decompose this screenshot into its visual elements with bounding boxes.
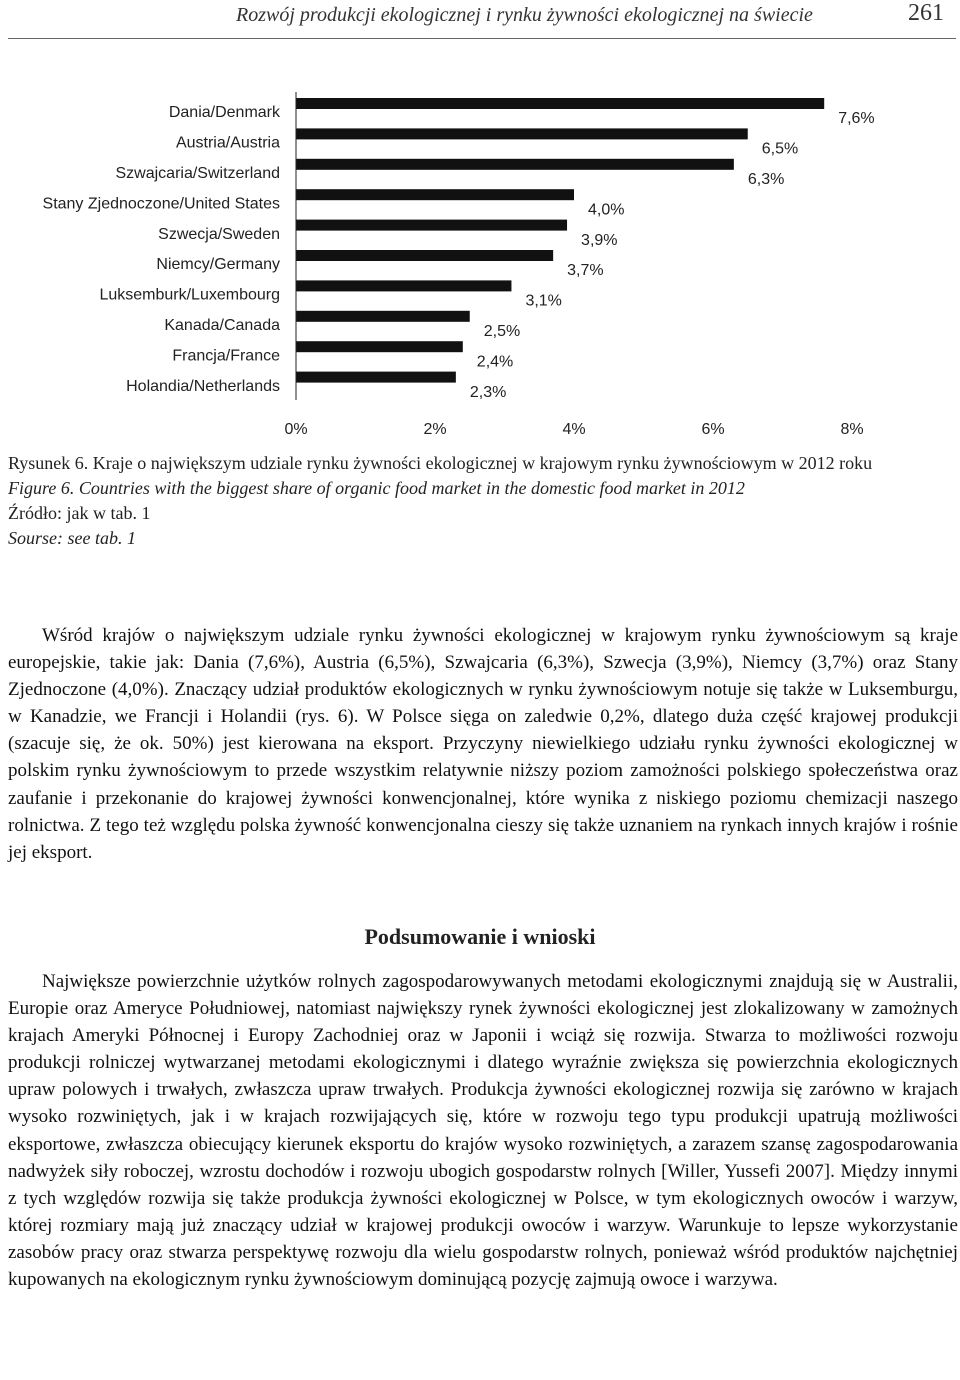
bar bbox=[296, 280, 511, 291]
value-label: 2,3% bbox=[469, 383, 507, 401]
page-number: 261 bbox=[908, 0, 944, 26]
section-heading: Podsumowanie i wnioski bbox=[364, 924, 596, 949]
x-tick-label: 6% bbox=[701, 421, 725, 438]
bar bbox=[296, 372, 456, 383]
bar bbox=[296, 189, 574, 200]
bar bbox=[296, 311, 470, 322]
bar bbox=[296, 128, 748, 139]
category-label: Kanada/Canada bbox=[164, 317, 280, 334]
category-label: Holandia/Netherlands bbox=[126, 377, 280, 395]
value-label: 4,0% bbox=[588, 201, 625, 219]
x-tick-label: 4% bbox=[562, 421, 586, 438]
category-label: Dania/Denmark bbox=[168, 104, 280, 122]
bars bbox=[296, 98, 824, 383]
category-label: Niemcy/Germany bbox=[156, 256, 280, 274]
x-tick-labels bbox=[284, 421, 863, 438]
category-label: Luksemburk/Luxembourg bbox=[99, 286, 280, 304]
header-rule bbox=[8, 38, 956, 39]
figure-caption bbox=[8, 452, 956, 552]
bar bbox=[296, 250, 553, 261]
value-label: 6,5% bbox=[761, 140, 799, 158]
bar bbox=[296, 159, 734, 170]
value-label: 7,6% bbox=[838, 110, 875, 128]
x-tick-label: 2% bbox=[423, 421, 447, 438]
paragraph-1: Wśród krajów o największym udziale rynku żywności ekologicznej w krajowym rynku żywnościowym są kraje europejskie, takie jak: Dania (7,6%), Austria (6,5%), Szwajcaria (6,3%), Szwecja (3,9%), Niemcy (3,7%) oraz Stany Zjednoczone (4,0%). Znaczący udział produktów ekologicznych w rynku żywnościowym notuje się także w Luksemburgu, w Kanadzie, we Francji i Holandii (rys. 6). W Polsce sięga on zaledwie 0,2%, dlatego duża część krajowej produkcji (szacuje się, że ok. 50%) jest kierowana na eksport. Przyczyny niewielkiego udziału rynku żywności ekologicznej w polskim rynku żywnościowym to przede wszystkim relatywnie niższy poziom zamożności polskiego społeczeństwa oraz zaufanie i przekonanie do krajowej żywności konwencjonalnej, które wynika z niskiego poziomu chemizacji naszego rolnictwa. Z tego też względu polska żywność konwencjonalna cieszy się także uznaniem na rynkach innych krajów i rośnie jej eksport. bbox=[8, 625, 958, 863]
category-label: Szwecja/Sweden bbox=[158, 225, 280, 243]
value-label: 3,9% bbox=[581, 231, 618, 249]
value-label: 6,3% bbox=[747, 171, 785, 188]
caption-polish: Rysunek 6. Kraje o największym udziale rynku żywności ekologicznej w krajowym rynku żywnościowym w 2012 roku bbox=[8, 453, 873, 473]
running-title: Rozwój produkcji ekologicznej i rynku żywności ekologicznej na świecie bbox=[236, 4, 813, 26]
category-label: Austria/Austria bbox=[175, 134, 280, 152]
caption-english: Figure 6. Countries with the biggest share of organic food market in the domestic food market in 2012 bbox=[8, 478, 745, 498]
category-label: Francja/France bbox=[172, 347, 280, 365]
x-tick-label: 8% bbox=[840, 421, 864, 438]
bar bbox=[296, 220, 567, 231]
running-header bbox=[0, 0, 960, 40]
category-label: Stany Zjednoczone/United States bbox=[42, 195, 280, 213]
value-label: 3,7% bbox=[567, 262, 604, 280]
category-label: Szwajcaria/Switzerland bbox=[115, 165, 280, 182]
x-tick-label: 0% bbox=[284, 421, 308, 438]
bar bbox=[296, 98, 824, 109]
category-labels bbox=[43, 104, 281, 395]
source-english: Sourse: see tab. 1 bbox=[8, 528, 136, 548]
paragraph-2: Największe powierzchnie użytków rolnych zagospodarowywanych metodami ekologicznymi znajdują się w Australii, Europie oraz Ameryce Południowej, natomiast największy rynek żywności ekologicznej jest zlokalizowany w zamożnych krajach Ameryki Północnej i Europy Zachodniej oraz w Japonii i wciąż się rozwija. Stwarza to możliwości rozwoju produkcji rolniczej wytwarzanej metodami ekologicznymi i dlatego wyraźnie zwiększa się powierzchnia ekologicznych upraw polowych i trwałych, zwłaszcza upraw trwałych. Produkcja żywności ekologicznej rozwija się zarówno w krajach wysoko rozwiniętych, jak i w krajach rozwijających się, które w rozwoju tego typu produkcji upatrują możliwości eksportowe, zwłaszcza obiecujący kierunek eksportu do krajów wysoko rozwiniętych, a zarazem szansę zagospodarowania nadwyżek siły roboczej, wzrostu dochodów i rozwoju ubogich gospodarstw rolnych [Willer, Yussefi 2007]. Między innymi z tych względów rozwija się także produkcja żywności ekologicznej w Polsce, w tym ekologicznych owoców i warzyw, której rozmiary mają już znaczący udział w krajowej produkcji owoców i warzyw. Warunkuje to lepsze wykorzystanie zasobów pracy oraz stwarza perspektywę rozwoju dla wielu gospodarstw rolnych, ponieważ wśród produktów najchętniej kupowanych na ekologicznym rynku żywnościowym dominującą pozycję zajmują owoce i warzywa. bbox=[8, 971, 958, 1291]
bar bbox=[296, 341, 463, 352]
source-polish: Źródło: jak w tab. 1 bbox=[8, 503, 151, 523]
value-label: 2,4% bbox=[476, 353, 514, 371]
value-label: 2,5% bbox=[483, 323, 521, 340]
value-label: 3,1% bbox=[525, 292, 562, 310]
bar-chart bbox=[0, 80, 960, 440]
